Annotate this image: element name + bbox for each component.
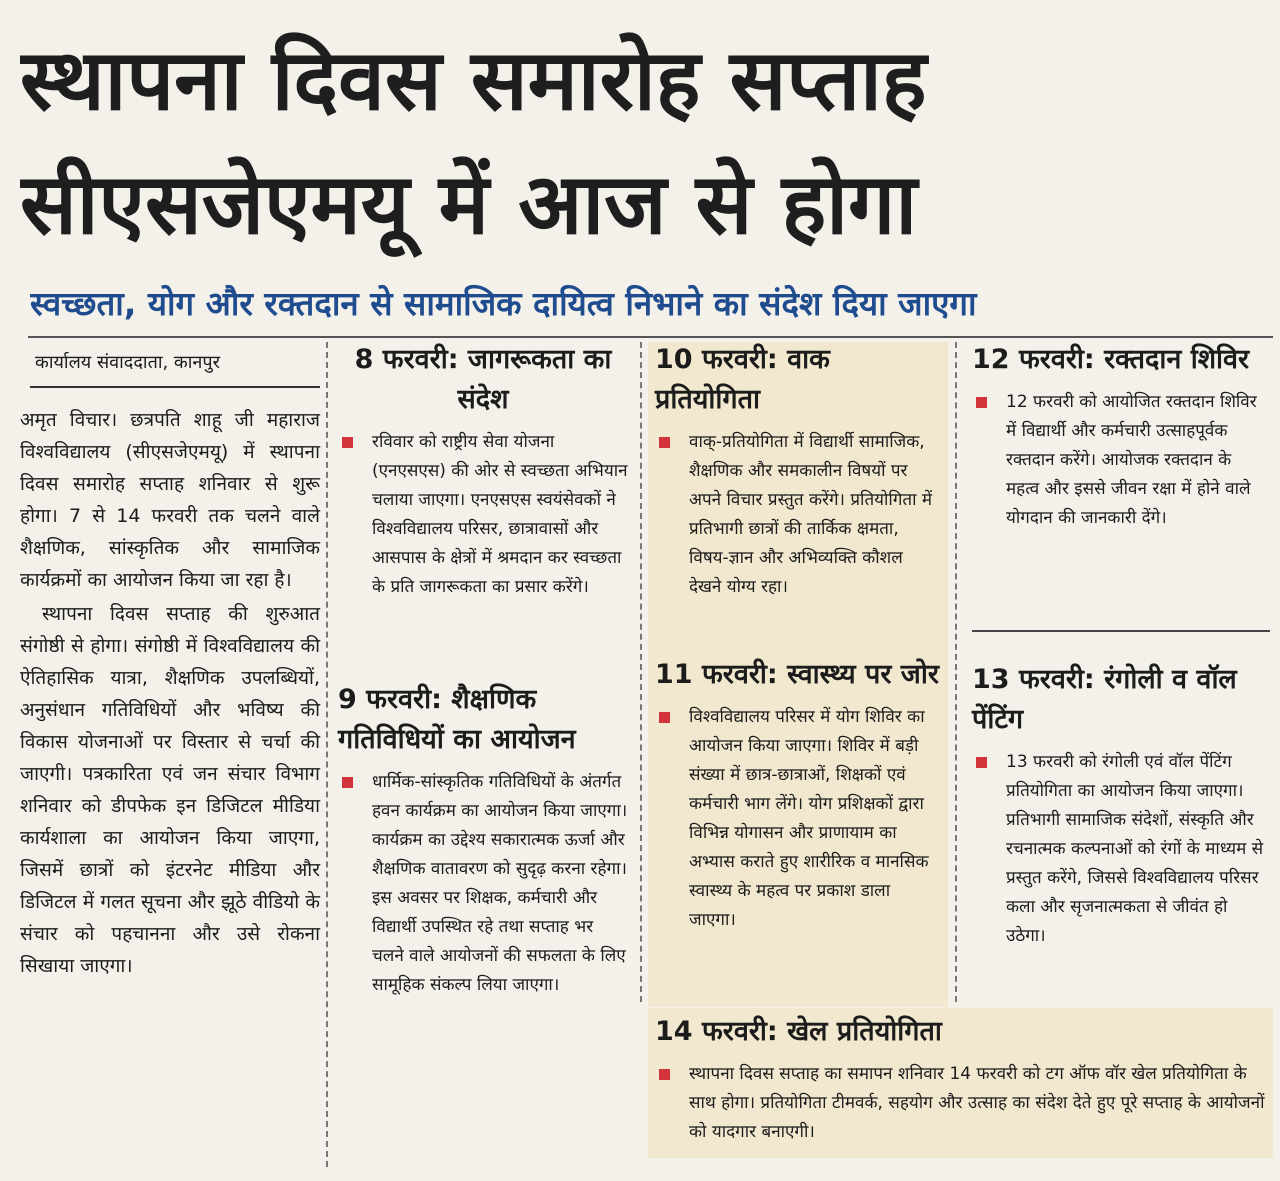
column-divider-2: [640, 342, 642, 1002]
section-text-feb12: 12 फरवरी को आयोजित रक्तदान शिविर में विद्यार्थी और कर्मचारी उत्साहपूर्वक रक्तदान करेंगे। आयोजक रक्तदान के महत्व और इससे जीवन रक्षा में होने वाले योगदान की जानकारी देंगे।: [1006, 392, 1257, 528]
byline: कार्यालय संवाददाता, कानपुर: [35, 352, 220, 373]
section-feb9: [338, 680, 628, 1000]
headline-line-2: सीएसजेएमयू में आज से होगा: [20, 155, 918, 253]
top-divider: [28, 336, 1273, 338]
section-body-feb9: [338, 768, 628, 1000]
bullet-icon: [659, 1069, 670, 1080]
headline: [20, 18, 1265, 266]
section-text-feb10: वाक्-प्रतियोगिता में विद्यार्थी सामाजिक, शैक्षणिक और समकालीन विषयों पर अपने विचार प्रस्तुत करेंगे। प्रतियोगिता में प्रतिभागी छात्रों की तार्किक क्षमता, विषय-ज्ञान और अभिव्यक्ति कौशल देखने योग्य रहा।: [689, 432, 933, 597]
lead-article: [20, 404, 320, 982]
section-divider-feb12-feb13: [972, 630, 1270, 632]
section-title-feb10: 10 फरवरी: वाक प्रतियोगिता: [655, 344, 830, 415]
section-text-feb14: स्थापना दिवस सप्ताह का समापन शनिवार 14 फरवरी को टग ऑफ वॉर खेल प्रतियोगिता के साथ होगा। प्रतियोगिता टीमवर्क, सहयोग और उत्साह का संदेश देते हुए पूरे सप्ताह के आयोजनों को यादगार बनाएगी।: [689, 1064, 1265, 1142]
section-text-feb9: धार्मिक-सांस्कृतिक गतिविधियों के अंतर्गत हवन कार्यक्रम का आयोजन किया जाएगा। कार्यक्रम का उद्देश्य सकारात्मक ऊर्जा और शैक्षणिक वातावरण को सुदृढ़ करना रहेगा। इस अवसर पर शिक्षक, कर्मचारी और विद्यार्थी उपस्थित रहे तथा सप्ताह भर चलने वाले आयोजनों की सफलता के लिए सामूहिक संकल्प लिया जाएगा।: [372, 772, 628, 995]
section-text-feb11: विश्वविद्यालय परिसर में योग शिविर का आयोजन किया जाएगा। शिविर में बड़ी संख्या में छात्र-छात्राओं, शिक्षकों एवं कर्मचारी भाग लेंगे। योग प्रशिक्षकों द्वारा विभिन्न योगासन और प्राणायाम का अभ्यास कराते हुए शारीरिक व मानसिक स्वास्थ्य के महत्व पर प्रकाश डाला जाएगा।: [689, 707, 929, 930]
section-title-feb11: 11 फरवरी: स्वास्थ्य पर जोर: [655, 659, 939, 690]
section-feb10: [655, 340, 940, 602]
lead-paragraph-1: अमृत विचार। छत्रपति शाहू जी महाराज विश्वविद्यालय (सीएसजेएमयू) में स्थापना दिवस समारोह सप्ताह शनिवार से शुरू होगा। 7 से 14 फरवरी तक चलने वाले शैक्षणिक, सांस्कृतिक और सामाजिक कार्यक्रमों का आयोजन किया जा रहा है।: [20, 409, 320, 591]
section-title-feb8: 8 फरवरी: जागरूकता का संदेश: [354, 344, 612, 415]
bullet-icon: [342, 437, 353, 448]
bullet-icon: [659, 712, 670, 723]
bullet-icon: [342, 777, 353, 788]
section-body-feb8: [338, 428, 628, 602]
section-feb8: [338, 340, 628, 602]
section-text-feb8: रविवार को राष्ट्रीय सेवा योजना (एनएसएस) की ओर से स्वच्छता अभियान चलाया जाएगा। एनएसएस स्वयंसेवकों ने विश्वविद्यालय परिसर, छात्रावासों और आसपास के क्षेत्रों में श्रमदान कर स्वच्छता के प्रति जागरूकता का प्रसार करेंगे।: [372, 432, 628, 597]
column-divider-3: [955, 342, 957, 1002]
section-title-feb12: 12 फरवरी: रक्तदान शिविर: [972, 344, 1250, 375]
section-title-feb14: 14 फरवरी: खेल प्रतियोगिता: [655, 1016, 942, 1047]
byline-divider: [30, 386, 320, 388]
section-title-feb9: 9 फरवरी: शैक्षणिक गतिविधियों का आयोजन: [338, 684, 576, 755]
section-title-feb13: 13 फरवरी: रंगोली व वॉल पेंटिंग: [972, 664, 1237, 735]
section-text-feb13: 13 फरवरी को रंगोली एवं वॉल पेंटिंग प्रतियोगिता का आयोजन किया जाएगा। प्रतिभागी सामाजिक संदेशों, संस्कृति और रचनात्मक कल्पनाओं को रंगों के माध्यम से प्रस्तुत करेंगे, जिससे विश्वविद्यालय परिसर कला और सृजनात्मकता से जीवंत हो उठेगा।: [1006, 752, 1264, 946]
section-body-feb10: [655, 428, 940, 602]
section-feb14: [655, 1012, 1265, 1147]
bullet-icon: [976, 757, 987, 768]
bullet-icon: [976, 397, 987, 408]
column-divider-1: [326, 342, 328, 1167]
section-body-feb11: [655, 703, 940, 935]
section-feb13: [972, 660, 1267, 951]
headline-line-1: स्थापना दिवस समारोह सप्ताह: [20, 31, 927, 129]
lead-paragraph-2: स्थापना दिवस सप्ताह की शुरुआत संगोष्ठी से होगा। संगोष्ठी में विश्वविद्यालय की ऐतिहासिक यात्रा, शैक्षणिक उपलब्धियों, अनुसंधान गतिविधियों और भविष्य की विकास योजनाओं पर विस्तार से चर्चा की जाएगी। पत्रकारिता एवं जन संचार विभाग शनिवार को डीपफेक इन डिजिटल मीडिया कार्यशाला का आयोजन किया जाएगा, जिसमें छात्रों को इंटरनेट मीडिया और डिजिटल में गलत सूचना और झूठे वीडियो के संचार को पहचानना और उसे रोकना सिखाया जाएगा।: [20, 603, 320, 977]
section-feb12: [972, 340, 1267, 533]
subheadline: स्वच्छता, योग और रक्तदान से सामाजिक दायित्व निभाने का संदेश दिया जाएगा: [30, 284, 977, 323]
section-body-feb12: [972, 388, 1267, 533]
bullet-icon: [659, 437, 670, 448]
section-body-feb14: [655, 1060, 1265, 1147]
section-body-feb13: [972, 748, 1267, 951]
section-feb11: [655, 655, 940, 935]
